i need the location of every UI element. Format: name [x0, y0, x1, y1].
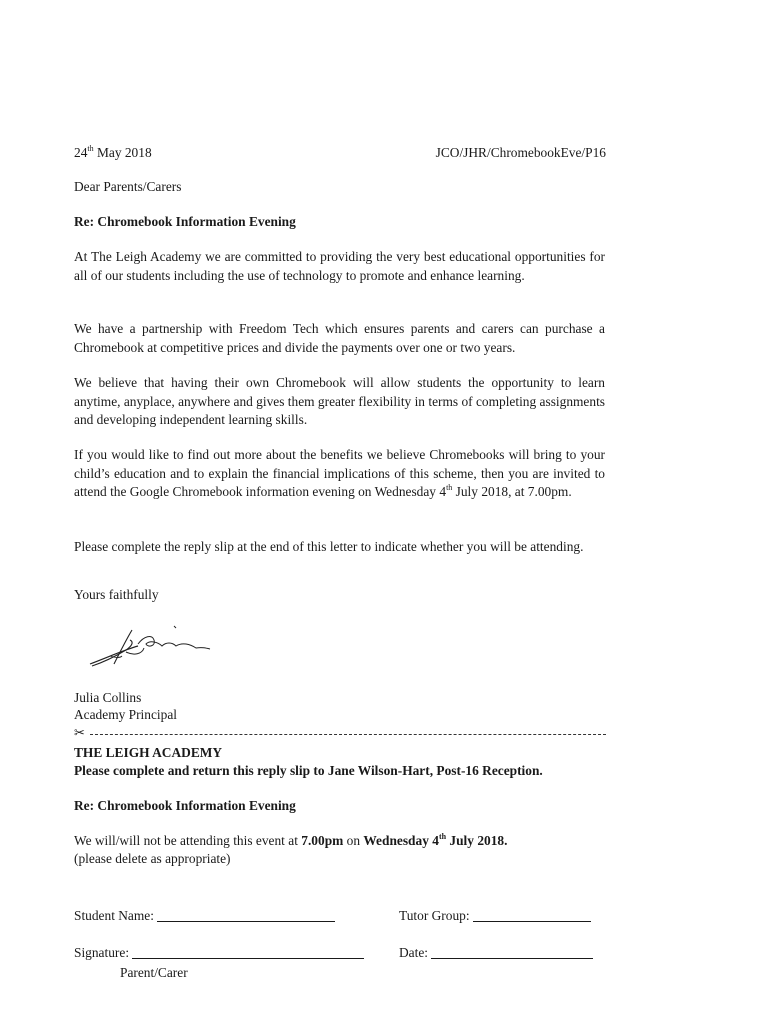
dashed-divider	[90, 734, 606, 735]
signer-name: Julia Collins	[74, 690, 142, 705]
paragraph-5: Please complete the reply slip at the end of this letter to indicate whether you will be attending.	[74, 539, 584, 554]
tutor-group-row: Tutor Group:	[399, 907, 591, 925]
letter-reference: JCO/JHR/ChromebookEve/P16	[435, 145, 606, 160]
parent-carer-label: Parent/Carer	[120, 965, 188, 980]
closing: Yours faithfully	[74, 587, 159, 602]
attendance-statement: We will/will not be attending this event at 7.00pm on Wednesday 4th July 2018.	[74, 831, 508, 848]
paragraph-4: If you would like to find out more about the benefits we believe Chromebooks will bring to your child’s education and to explain the financial implications of this scheme, then you are invited to attend the Google Chromebook information evening on Wednesday 4th July 2018, at 7.00pm.	[74, 447, 605, 499]
salutation: Dear Parents/Carers	[74, 179, 182, 194]
letter-date: 24th May 2018	[74, 143, 152, 160]
signer-title: Academy Principal	[74, 707, 177, 722]
slip-instruction: Please complete and return this reply slip to Jane Wilson-Hart, Post-16 Reception.	[74, 763, 543, 778]
signature-row: Signature:	[74, 944, 364, 962]
slip-school-name: THE LEIGH ACADEMY	[74, 745, 223, 760]
handwritten-signature	[86, 620, 216, 672]
delete-note: (please delete as appropriate)	[74, 851, 231, 866]
letter-subject: Re: Chromebook Information Evening	[74, 214, 296, 229]
scissors-icon: ✂	[74, 725, 85, 740]
tutor-group-field[interactable]	[473, 909, 591, 922]
slip-subject: Re: Chromebook Information Evening	[74, 798, 296, 813]
paragraph-3: We believe that having their own Chromebook will allow students the opportunity to learn anytime, anyplace, anywhere and gives them greater flexibility in terms of completing assignments and developing independent learning skills.	[74, 375, 606, 427]
student-name-row: Student Name:	[74, 907, 335, 925]
date-field[interactable]	[431, 946, 593, 959]
date-row: Date:	[399, 944, 593, 962]
signature-field[interactable]	[132, 946, 364, 959]
paragraph-1: At The Leigh Academy we are committed to providing the very best educational opportunities for all of our students including the use of technology to promote and enhance learning.	[74, 249, 605, 283]
cut-line	[74, 726, 606, 742]
student-name-field[interactable]	[157, 909, 335, 922]
paragraph-2: We have a partnership with Freedom Tech which ensures parents and carers can purchase a Chromebook at competitive prices and divide the payments over one or two years.	[74, 321, 605, 355]
